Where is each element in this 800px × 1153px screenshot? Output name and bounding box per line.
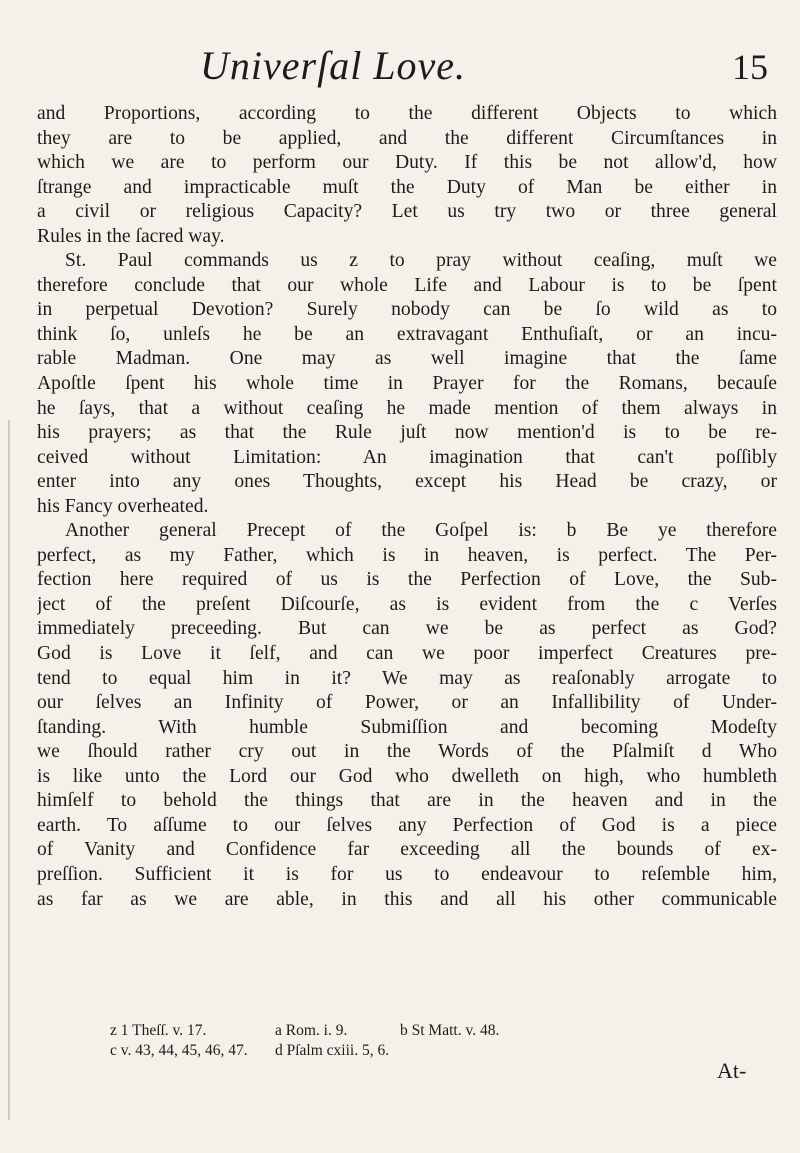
text-line: ceived without Limitation: An imagination that can't poſſibly [37,446,777,468]
text-line: earth. To aſſume to our ſelves any Perfection of God is a piece [37,814,777,836]
text-line: therefore conclude that our whole Life and Labour is to be ſpent [37,274,777,296]
text-line: tend to equal him in it? We may as reaſonably arrogate to [37,667,777,689]
text-line: and Proportions, according to the different Objects to which [37,103,777,124]
footnote-d: d Pſalm cxiii. 5, 6. [275,1042,390,1059]
text-line: a civil or religious Capacity? Let us try two or three general [37,201,777,223]
text-line: ſtanding. With humble Submiſſion and becoming Modeſty [37,716,777,738]
text-line: ſtrange and impracticable muſt the Duty of Man be either in [37,176,777,198]
text-line: himſelf to behold the things that are in the heaven and in the [37,790,777,812]
text-line: Another general Precept of the Goſpel is: b Be ye therefore [65,520,777,542]
text-line: fection here required of us is the Perfection of Love, the Sub- [37,569,777,591]
text-line: rable Madman. One may as well imagine that the ſame [37,348,777,370]
footnote-c: c v. 43, 44, 45, 46, 47. [110,1042,248,1059]
text-line: he ſays, that a without ceaſing he made mention of them always in [37,397,777,419]
text-line: his Fancy overheated. [37,495,209,517]
text-line: we ſhould rather cry out in the Words of the Pſalmiſt d Who [37,741,777,763]
text-line: Rules in the ſacred way. [37,225,225,247]
running-head [0,42,800,102]
footnotes [110,1021,630,1061]
text-line: St. Paul commands us z to pray without ceaſing, muſt we [65,250,777,272]
page-number: 15 [732,47,768,87]
text-line: as far as we are able, in this and all his other communicable [37,888,777,910]
body-text [37,102,777,912]
text-line: think ſo, unleſs he be an extravagant Enthuſiaſt, or an incu- [37,323,777,345]
text-line: his prayers; as that the Rule juſt now mention'd is to be re- [37,422,777,444]
text-line: in perpetual Devotion? Surely nobody can be ſo wild as to [37,299,777,321]
footnote-row [110,1021,630,1041]
text-line: our ſelves an Infinity of Power, or an Infallibility of Under- [37,692,777,714]
text-line: ject of the preſent Diſcourſe, as is evident from the c Verſes [37,593,777,615]
text-line: Apoſtle ſpent his whole time in Prayer for the Romans, becauſe [37,373,777,395]
footnote-row [110,1041,630,1061]
text-line: enter into any ones Thoughts, except his Head be crazy, or [37,471,777,493]
text-line: immediately preceeding. But can we be as perfect as God? [37,618,777,640]
footnote-z: z 1 Theſſ. v. 17. [110,1022,207,1039]
text-line: they are to be applied, and the different Circumſtances in [37,127,777,149]
text-line: of Vanity and Confidence far exceeding all the bounds of ex- [37,839,777,861]
text-line: perfect, as my Father, which is in heaven, is perfect. The Per- [37,544,777,566]
footnote-b: b St Matt. v. 48. [400,1022,500,1039]
gutter-shadow [8,420,10,1120]
text-line: which we are to perform our Duty. If this be not allow'd, how [37,152,777,174]
running-title: Univerſal Love. [200,43,467,88]
catchword: At- [717,1058,747,1083]
text-line: preſſion. Sufficient it is for us to endeavour to reſemble him, [37,863,777,885]
text-line: is like unto the Lord our God who dwelleth on high, who humbleth [37,765,777,787]
footnote-a: a Rom. i. 9. [275,1022,348,1039]
text-line: God is Love it ſelf, and can we poor imperfect Creatures pre- [37,643,777,665]
